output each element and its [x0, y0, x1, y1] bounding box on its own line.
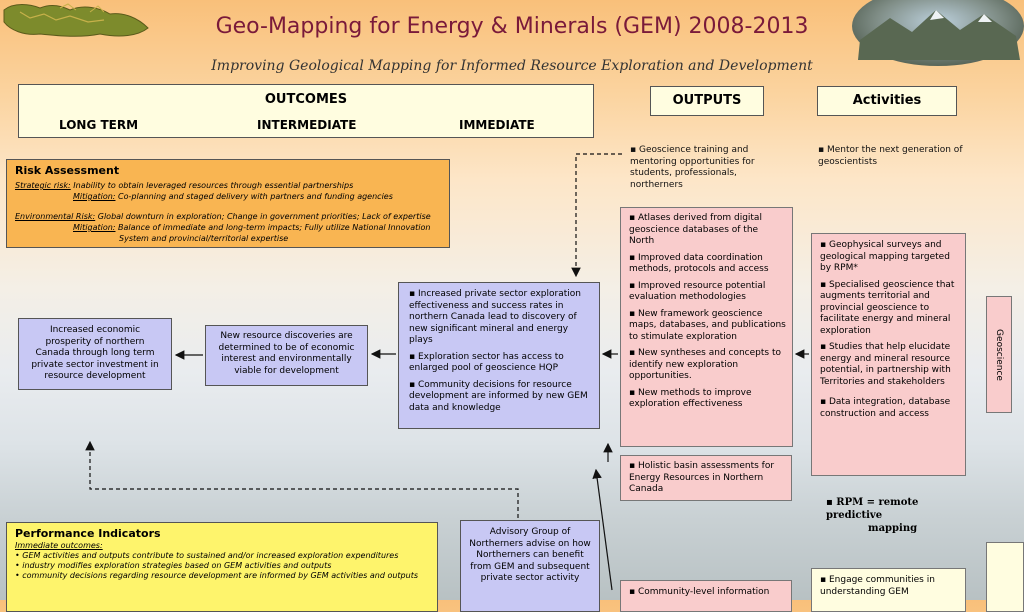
strategic-mitigation-label: Mitigation: [73, 192, 116, 201]
training-output: ▪ Geoscience training and mentoring opportunities for students, professionals, northerners [630, 145, 755, 190]
holistic-output-box: ▪ Holistic basin assessments for Energy Resources in Northern Canada [620, 455, 792, 501]
outputs-header: OUTPUTS [650, 86, 764, 116]
outputs-box: ▪ Atlases derived from digital geoscience databases of the North ▪ Improved data coordination methods, protocols and access ▪ Improved resource potential evaluation methodologies ▪ New framework geoscience maps, databases, and publications to stimulate exploration ▪ New syntheses and concepts to identify new exploration opportunities. ▪ New methods to improve exploration effectiveness [620, 207, 793, 447]
page-subtitle: Improving Geological Mapping for Informed Resource Exploration and Development [211, 58, 813, 74]
rpm-note: ▪ RPM = remote predictive mapping [826, 497, 919, 534]
environmental-risk-text: Global downturn in exploration; Change in government priorities; Lack of expertise [95, 212, 431, 221]
community-info-output-box: ▪ Community-level information [620, 580, 792, 612]
environmental-mitigation-label: Mitigation: [73, 223, 116, 232]
output-4: New framework geoscience maps, databases, and publications to stimulate exploration [629, 308, 786, 342]
arrow-training-to-immediate [576, 154, 622, 276]
environmental-mitigation-text-2: System and provincial/territorial expertise [119, 234, 289, 243]
immediate-outcome-box: ▪ Increased private sector exploration effectiveness and success rates in northern Canada lead to discovery of new significant mineral and energy plays ▪ Exploration sector has access to enlarged pool of geoscience HQP ▪ Community decisions for resource development are informed by new GEM data and knowledge [398, 282, 600, 429]
output-1: Atlases derived from digital geoscience databases of the North [629, 213, 762, 246]
strategic-risk-text: Inability to obtain leveraged resources through essential partnerships [70, 181, 354, 190]
activities-header: Activities [817, 86, 957, 116]
activity-4: Data integration, database construction and access [820, 397, 951, 419]
geoscience-tab: Geoscience [986, 296, 1012, 413]
advisory-group-box: Advisory Group of Northerners advise on how Northerners can benefit from GEM and subsequent private sector activity [460, 520, 600, 612]
output-5: New syntheses and concepts to identify new exploration opportunities. [629, 348, 781, 381]
activity-3: Studies that help elucidate energy and mineral resource potential, in partnership with Territories and stakeholders [820, 342, 951, 387]
mentor-activity: ▪ Mentor the next generation of geoscientists [818, 145, 963, 167]
intermediate-outcome-box: New resource discoveries are determined to be of economic interest and environmentally viable for development [205, 325, 368, 386]
output-3: Improved resource potential evaluation methodologies [629, 280, 766, 302]
indicator-3: community decisions regarding resource development are informed by GEM activities and outputs [22, 571, 418, 580]
output-6: New methods to improve exploration effectiveness [629, 387, 752, 409]
long-term-label: LONG TERM [59, 118, 139, 132]
performance-title: Performance Indicators [15, 527, 161, 540]
engage-activity-box: ▪ Engage communities in understanding GEM [811, 568, 966, 612]
indicator-2: industry modifies exploration strategies based on GEM activities and outputs [22, 561, 332, 570]
activity-2: Specialised geoscience that augments territorial and provincial geoscience to facilitate energy and mineral exploration [820, 279, 955, 336]
activities-box: ▪ Geophysical surveys and geological mapping targeted by RPM* ▪ Specialised geoscience that augments territorial and provincial geoscience to facilitate energy and mineral exploration ▪ Studies that help elucidate energy and mineral resource potential, in partnership with Territories and stakeholders ▪ Data integration, database construction and access [811, 233, 966, 476]
intermediate-label: INTERMEDIATE [257, 118, 357, 132]
arrow-advisory-to-longterm [90, 442, 518, 518]
arrow-advisory-to-immediate [596, 470, 612, 590]
indicator-1: GEM activities and outputs contribute to sustained and/or increased exploration expenditures [22, 551, 399, 560]
immediate-outcomes-label: Immediate outcomes: [15, 541, 103, 550]
activity-1: Geophysical surveys and geological mapping targeted by RPM* [820, 240, 950, 273]
strategic-mitigation-text: Co-planning and staged delivery with partners and funding agencies [115, 192, 393, 201]
immediate-outcome-3: Community decisions for resource development are informed by new GEM data and knowledge [409, 379, 588, 413]
long-term-outcome-box: Increased economic prosperity of northern Canada through long term private sector investment in resource development [18, 318, 172, 390]
output-2: Improved data coordination methods, protocols and access [629, 252, 769, 274]
immediate-outcome-1: Increased private sector exploration effectiveness and success rates in northern Canada lead to discovery of new significant mineral and energy plays [409, 289, 581, 345]
outcomes-title: OUTCOMES [264, 92, 348, 107]
immediate-outcome-2: Exploration sector has access to enlarged pool of geoscience HQP [409, 351, 564, 373]
environmental-risk-label: Environmental Risk: [15, 212, 96, 221]
immediate-label: IMMEDIATE [459, 118, 535, 132]
page-title: Geo-Mapping for Energy & Minerals (GEM) 2008-2013 [215, 14, 809, 39]
risk-title: Risk Assessment [15, 164, 120, 177]
performance-indicators-box: Performance Indicators Immediate outcomes: • GEM activities and outputs contribute to sustained and/or increased exploration expenditures • industry modifies exploration strategies based on GEM activities and outputs • community decisions regarding resource development are informed by GEM activities and outputs [6, 522, 438, 612]
environmental-mitigation-text: Balance of immediate and long-term impacts; Fully utilize National Innovation [115, 223, 431, 232]
strategic-risk-label: Strategic risk: [15, 181, 71, 190]
